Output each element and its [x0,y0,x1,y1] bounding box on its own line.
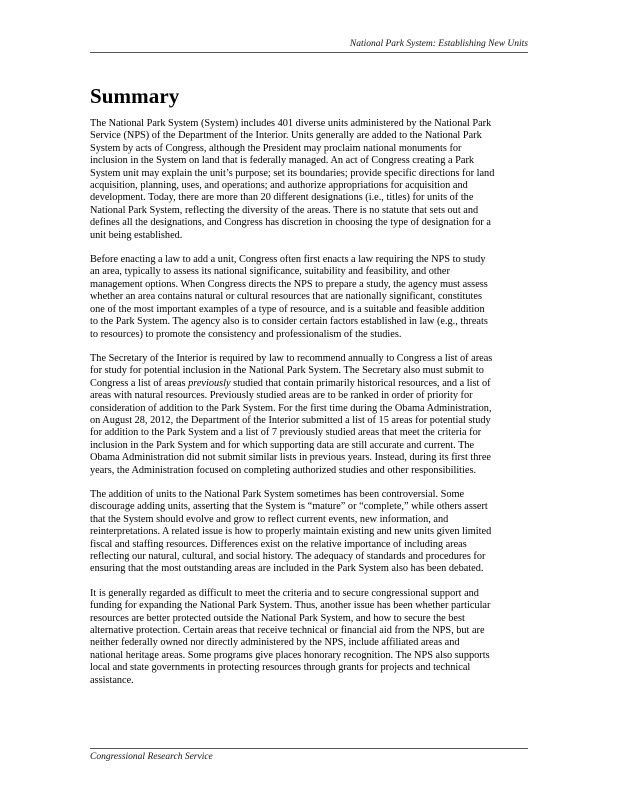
text-line: whether an area contains natural or cultural resources that are nationally significant, constitutes [90,291,482,303]
text-line: on August 28, 2012, the Department of the Interior submitted a list of 15 areas for potential study [90,414,491,426]
text-line: to the Park System. The agency also is to consider certain factors established in law (e.g., threats [90,316,488,328]
text-line: development. Today, there are more than 20 different designations (i.e., titles) for units of the [90,192,474,204]
text-line: National Park System, reflecting the diversity of the areas. There is no statute that sets out and [90,204,479,216]
text-line: System by acts of Congress, although the President may proclaim national monuments for [90,142,462,154]
text-line: Before enacting a law to add a unit, Congress often first enacts a law requiring the NPS to study [90,254,486,266]
text-line: reflecting our natural, cultural, and social history. The adequacy of standards and procedures for [90,551,486,562]
header-divider [90,52,528,53]
text-line: consideration of addition to the Park System. For the first time during the Obama Administration, [90,402,492,414]
text-line: Obama Administration did not submit similar lists in previous years. Instead, during its first three [90,452,491,464]
text-line: to resources) to promote the consistency and professionalism of the studies. [90,328,402,340]
text-line: acquisition, planning, uses, and operations; and authorize appropriations for acquisition and [90,180,468,192]
paragraph-1 [90,118,528,242]
text-line: an area, typically to assess its national significance, suitability and feasibility, and other [90,266,450,278]
text-line: inclusion in the System on land that is federally managed. An act of Congress creating a Park [90,155,475,167]
text-line: Congress a list of areas previously studied that contain primarily historical resources, and a list of [90,377,491,389]
text-line: alternative protection. Certain areas that receive technical or financial aid from the NPS, but are [90,625,485,637]
paragraph-2 [90,254,528,341]
text-line: fiscal and staffing resources. Differences exist on the relative importance of including areas [90,538,467,550]
text-line: defines all the designations, and Congress has discretion in choosing the type of designation for a [90,217,491,229]
document-body [90,118,528,699]
text-line: Service (NPS) of the Department of the Interior. Units generally are added to the National Park [90,130,482,142]
text-line: unit being established. [90,229,183,241]
footer-divider [90,748,528,749]
text-line: neither federally owned nor directly administered by the NPS, include affiliated areas and [90,637,460,649]
running-footer: Congressional Research Service [90,752,213,762]
text-line: The National Park System (System) includes 401 diverse units administered by the National Park [90,118,492,129]
text-line: It is generally regarded as difficult to meet the criteria and to secure congressional support and [90,587,479,599]
text-line: The Secretary of the Interior is required by law to recommend annually to Congress a list of areas [90,352,493,364]
text-line: reinterpretations. A related issue is how to properly maintain existing and new units given limited [90,526,492,538]
text-line: ensuring that the most outstanding areas are included in the Park System also has been debated. [90,563,484,575]
paragraph-3 [90,353,528,477]
text-line: resources are better protected outside the National Park System, and how to secure the best [90,612,465,624]
text-line: management options. When Congress directs the NPS to prepare a study, the agency must assess [90,278,488,290]
text-line: inclusion in the Park System and for which supporting data are still accurate and current. The [90,439,475,451]
text-line: that the System should evolve and grow to reflect current events, new information, and [90,513,449,525]
text-line: local and state governments in protecting resources through grants for projects and technical [90,662,471,674]
text-line: The addition of units to the National Park System sometimes has been controversial. Some [90,488,465,500]
text-line: areas with natural resources. Previously studied areas are to be ranked in order of priority for [90,390,473,402]
running-header: National Park System: Establishing New Units [349,39,528,49]
text-line: discourage adding units, asserting that the System is “mature” or “complete,” while others assert [90,501,488,513]
text-line: for addition to the Park System and a list of 7 previously studied areas that meet the criteria for [90,427,482,439]
text-line: national heritage areas. Some programs give places honorary recognition. The NPS also supports [90,649,490,661]
text-line: years, the Administration focused on completing authorized studies and other responsibilities. [90,464,477,476]
text-line: for study for potential inclusion in the National Park System. The Secretary also must submit to [90,365,484,377]
text-line: one of the most important examples of a type of resource, and is a suitable and feasible addition [90,303,485,315]
paragraph-4 [90,489,528,576]
paragraph-5 [90,588,528,687]
text-line: funding for expanding the National Park System. Thus, another issue has been whether particular [90,600,491,612]
text-line: System unit may explain the unit’s purpose; set its boundaries; provide specific directions for land [90,167,495,179]
text-line: assistance. [90,674,134,686]
page-title: Summary [90,84,180,108]
